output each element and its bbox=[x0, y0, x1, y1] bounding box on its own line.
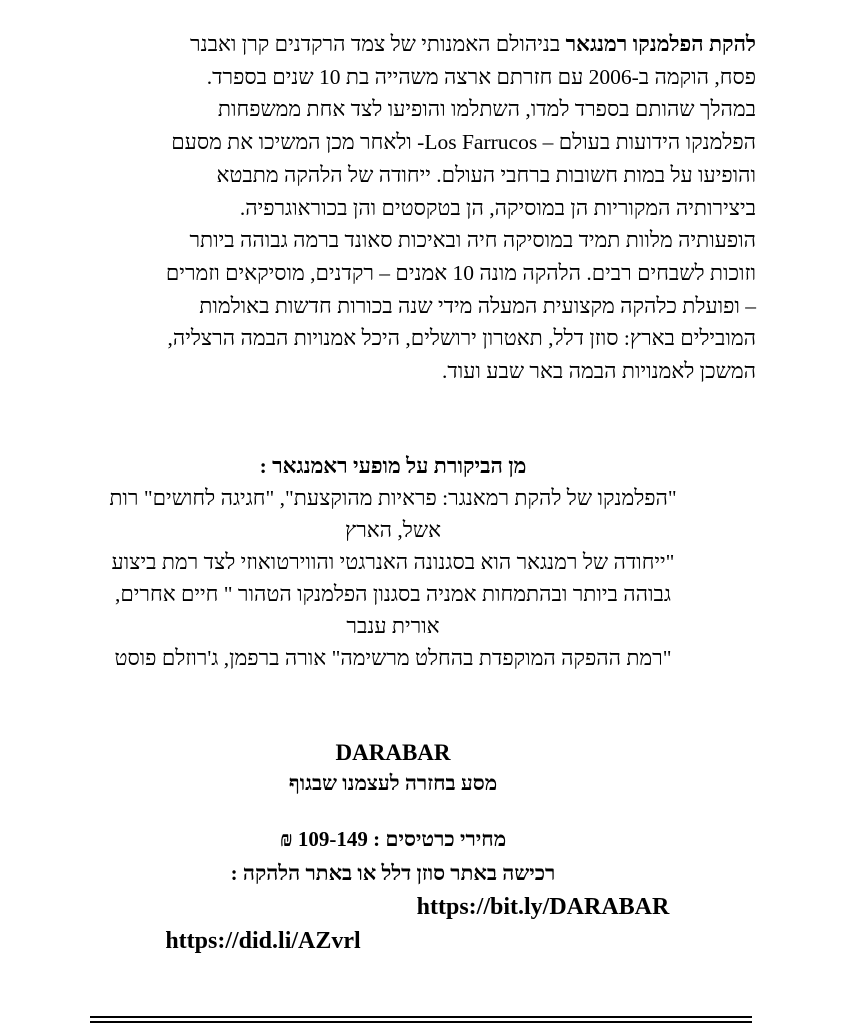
troupe-name: להקת הפלמנקו רמנגאר bbox=[565, 32, 756, 56]
review-line: "רמת ההפקה המוקפדת בהחלט מרשימה" אורה ברפמן, ג'רוזלם פוסט bbox=[114, 645, 672, 670]
ticket-price: מחירי כרטיסים : 109-149 ₪ bbox=[279, 826, 507, 851]
review-line: "ייחודה של רמנגאר הוא בסגנונה האנרגטי והווירטואוזי לצד רמת ביצוע bbox=[111, 549, 675, 574]
intro-lead-rest: בניהולם האמנותי של צמד הרקדנים קרן ואבנר bbox=[190, 32, 566, 56]
intro-line: במהלך שהותם בספרד למדו, השתלמו והופיעו לצד אחת ממשפחות bbox=[217, 97, 756, 122]
review-line: "הפלמנקו של להקת רמאנגר: פראיות מהוקצעת", "חגיגה לחושים" רות bbox=[109, 485, 677, 510]
intro-line: וזוכות לשבחים רבים. הלהקה מונה 10 אמנים – רקדנים, מוסיקאים וזמרים bbox=[165, 260, 756, 285]
review-line: אורית ענבר bbox=[346, 613, 440, 638]
intro-line: פסח, הוקמה ב-2006 עם חזרתם ארצה משהייה בת 10 שנים בספרד. bbox=[206, 64, 756, 89]
intro-line: – ופועלת כלהקה מקצועית המעלה מידי שנה בכורות חדשות באולמות bbox=[199, 293, 756, 318]
intro-first-line bbox=[30, 28, 756, 61]
intro-line: הופעותיה מלוות תמיד במוסיקה חיה ובאיכות סאונד ברמה גבוהה ביותר bbox=[189, 228, 756, 253]
review-line: גבוהה ביותר ובהתמחות אמניה בסגנון הפלמנקו הטהור " חיים אחרים, bbox=[115, 581, 671, 606]
intro-paragraph bbox=[30, 28, 756, 388]
link-bitly[interactable]: https://bit.ly/DARABAR bbox=[416, 893, 670, 920]
intro-line: והופיעו על במות חשובות ברחבי העולם. ייחודה של הלהקה מתבטא bbox=[216, 162, 756, 187]
intro-line: ביצירותיה המקוריות הן במוסיקה, הן בטקסטים והן בכוראוגרפיה. bbox=[239, 195, 756, 220]
purchase-info: רכישה באתר סוזן דלל או באתר הלהקה : bbox=[230, 860, 556, 885]
show-title: DARABAR bbox=[335, 739, 451, 765]
bottom-divider bbox=[90, 1021, 752, 1023]
review-line: אשל, הארץ bbox=[345, 517, 441, 542]
reviews-section bbox=[30, 450, 756, 674]
show-section bbox=[30, 738, 756, 798]
document-body bbox=[30, 28, 756, 958]
link-didli[interactable]: https://did.li/AZvrl bbox=[165, 927, 361, 954]
tickets-section bbox=[30, 822, 756, 958]
intro-line: הפלמנקו הידועות בעולם – Los Farrucos- ולאחר מכן המשיכו את מסעם bbox=[171, 130, 756, 155]
bottom-divider bbox=[90, 1016, 752, 1018]
reviews-heading: מן הביקורת על מופעי ראמנגאר : bbox=[259, 453, 527, 478]
intro-line: המובילים בארץ: סוזן דלל, תאטרון ירושלים, היכל אמנויות הבמה הרצליה, bbox=[167, 326, 756, 351]
show-subtitle: מסע בחזרה לעצמנו שבגוף bbox=[288, 770, 498, 795]
intro-line: המשכן לאמנויות הבמה באר שבע ועוד. bbox=[442, 359, 756, 384]
